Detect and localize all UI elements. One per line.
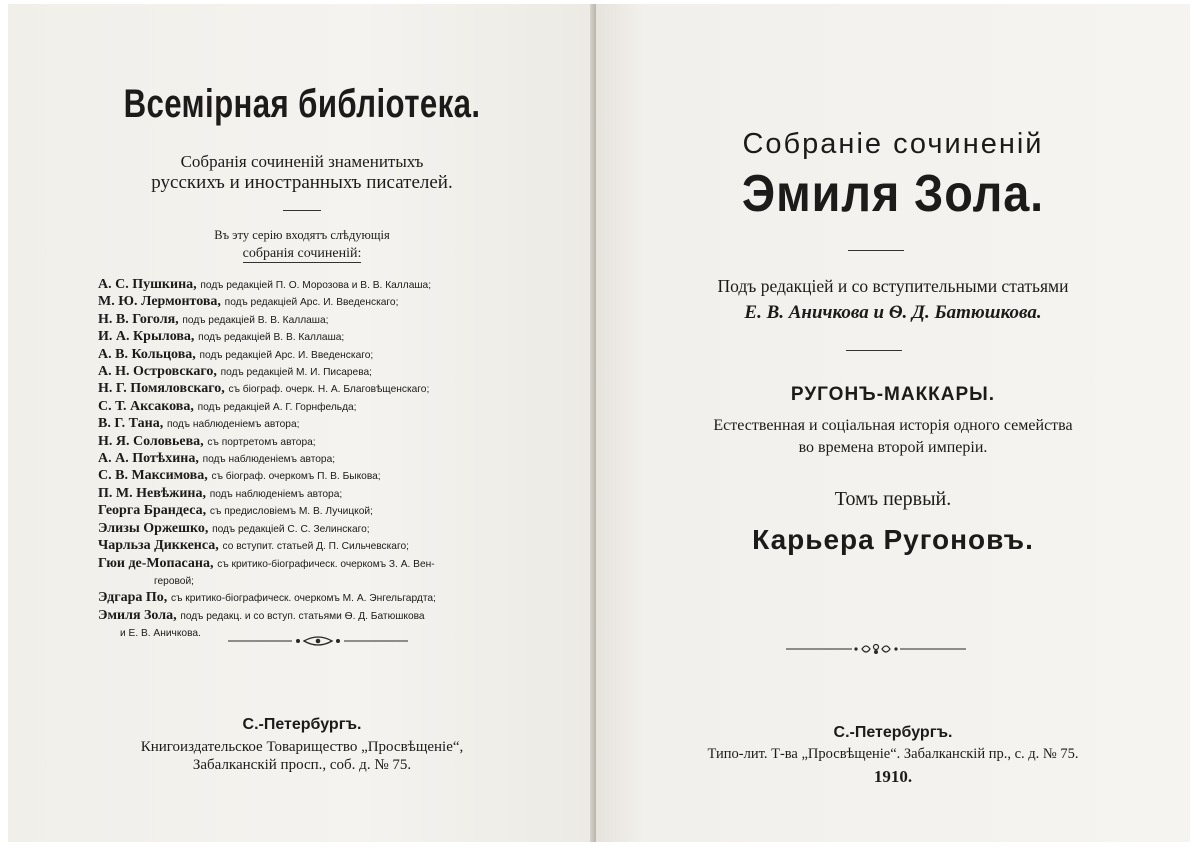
list-item: М. Ю. Лермонтова, подъ редакціей Арс. И. Введенскаго; xyxy=(98,294,399,310)
print-city: С.-Петербургъ. xyxy=(833,724,953,741)
printer-info: Типо-лит. Т-ва „Просвѣщеніе“. Забалканскій пр., с. д. № 75. xyxy=(707,746,1079,762)
list-item: Георга Брандеса, съ предисловіемъ М. В. Лучицкой; xyxy=(98,503,373,519)
library-subtitle-line1: Собранія сочиненій знаменитыхъ xyxy=(180,152,424,171)
authors-list xyxy=(98,276,558,642)
right-page xyxy=(596,4,1190,842)
series-description-line1: Естественная и соціальная исторія одного семейства xyxy=(713,417,1073,434)
list-item: А. Н. Островскаго, подъ редакціей М. И. Писарева; xyxy=(98,364,373,380)
list-item: А. В. Кольцова, подъ редакціей Арс. И. Введенскаго; xyxy=(98,346,374,362)
publisher-city: С.-Петербургъ. xyxy=(242,716,362,733)
list-item: П. М. Невѣжина, подъ наблюденіемъ автора; xyxy=(98,485,343,501)
series-title: РУГОНЪ-МАККАРЫ. xyxy=(790,384,996,405)
divider-rule xyxy=(283,210,321,211)
editors-line2: Е. В. Аничкова и Ѳ. Д. Батюшкова. xyxy=(744,302,1042,323)
list-item: Эдгара По, съ критико-біографическ. очеркомъ М. А. Энгельгардта; xyxy=(98,590,436,606)
list-item-continuation: геровой; xyxy=(154,575,194,587)
list-item: В. Г. Тана, подъ наблюденіемъ автора; xyxy=(98,416,300,432)
novel-title: Карьера Ругоновъ. xyxy=(752,524,1034,555)
publisher-name: Книгоиздательское Товарищество „Просвѣщеніе“, xyxy=(140,739,464,755)
list-item: А. С. Пушкина, подъ редакціей П. О. Морозова и В. В. Каллаша; xyxy=(98,277,432,292)
author-title: Эмиля Зола. xyxy=(741,165,1045,223)
divider-rule xyxy=(846,350,902,351)
library-subtitle-line2: русскихъ и иностранныхъ писателей. xyxy=(151,172,453,193)
ornament-divider-icon xyxy=(786,642,966,656)
library-title: Всемiрная библiотека. xyxy=(123,82,481,126)
left-page xyxy=(8,4,596,842)
list-item: Н. Я. Соловьева, съ портретомъ автора; xyxy=(98,433,316,449)
list-item: Элизы Оржешко, подъ редакціей С. С. Зелинскаго; xyxy=(98,520,370,536)
series-intro-line2: собранія сочиненій: xyxy=(242,246,362,261)
list-item: С. Т. Аксакова, подъ редакціей А. Г. Горнфельда; xyxy=(98,398,357,414)
list-item: С. В. Максимова, съ біограф. очеркомъ П. В. Быкова; xyxy=(98,468,381,484)
divider-rule xyxy=(848,250,904,251)
list-item: А. А. Потѣхина, подъ наблюденіемъ автора; xyxy=(98,451,336,467)
editors-line1: Подъ редакціей и со вступительными статьями xyxy=(717,276,1069,296)
series-description-line2: во времена второй имперіи. xyxy=(798,439,988,456)
volume-label: Томъ первый. xyxy=(834,488,952,510)
publication-year: 1910. xyxy=(873,767,913,786)
ornament-divider-icon xyxy=(228,634,408,648)
list-item: Гюи де-Мопасана, съ критико-біографическ. очеркомъ З. А. Вен- xyxy=(98,555,435,571)
series-intro-line1: Въ эту серію входятъ слѣдующія xyxy=(214,228,390,242)
list-item: Чарльза Диккенса, со вступит. статьей Д. П. Сильчевскаго; xyxy=(98,538,409,554)
list-item: Эмиля Зола, подъ редакц. и со вступ. статьями Ѳ. Д. Батюшкова xyxy=(98,607,425,623)
collection-title: Собраніе сочиненій xyxy=(742,128,1044,160)
list-item: Н. В. Гоголя, подъ редакціей В. В. Каллаша; xyxy=(98,311,329,327)
publisher-address: Забалканскій просп., соб. д. № 75. xyxy=(192,757,412,773)
list-item-continuation: и Е. В. Аничкова. xyxy=(120,628,201,640)
list-item: Н. Г. Помяловскаго, съ біограф. очерк. Н. А. Благовѣщенскаго; xyxy=(98,381,430,397)
list-item: И. А. Крылова, подъ редакціей В. В. Каллаша; xyxy=(98,329,345,345)
